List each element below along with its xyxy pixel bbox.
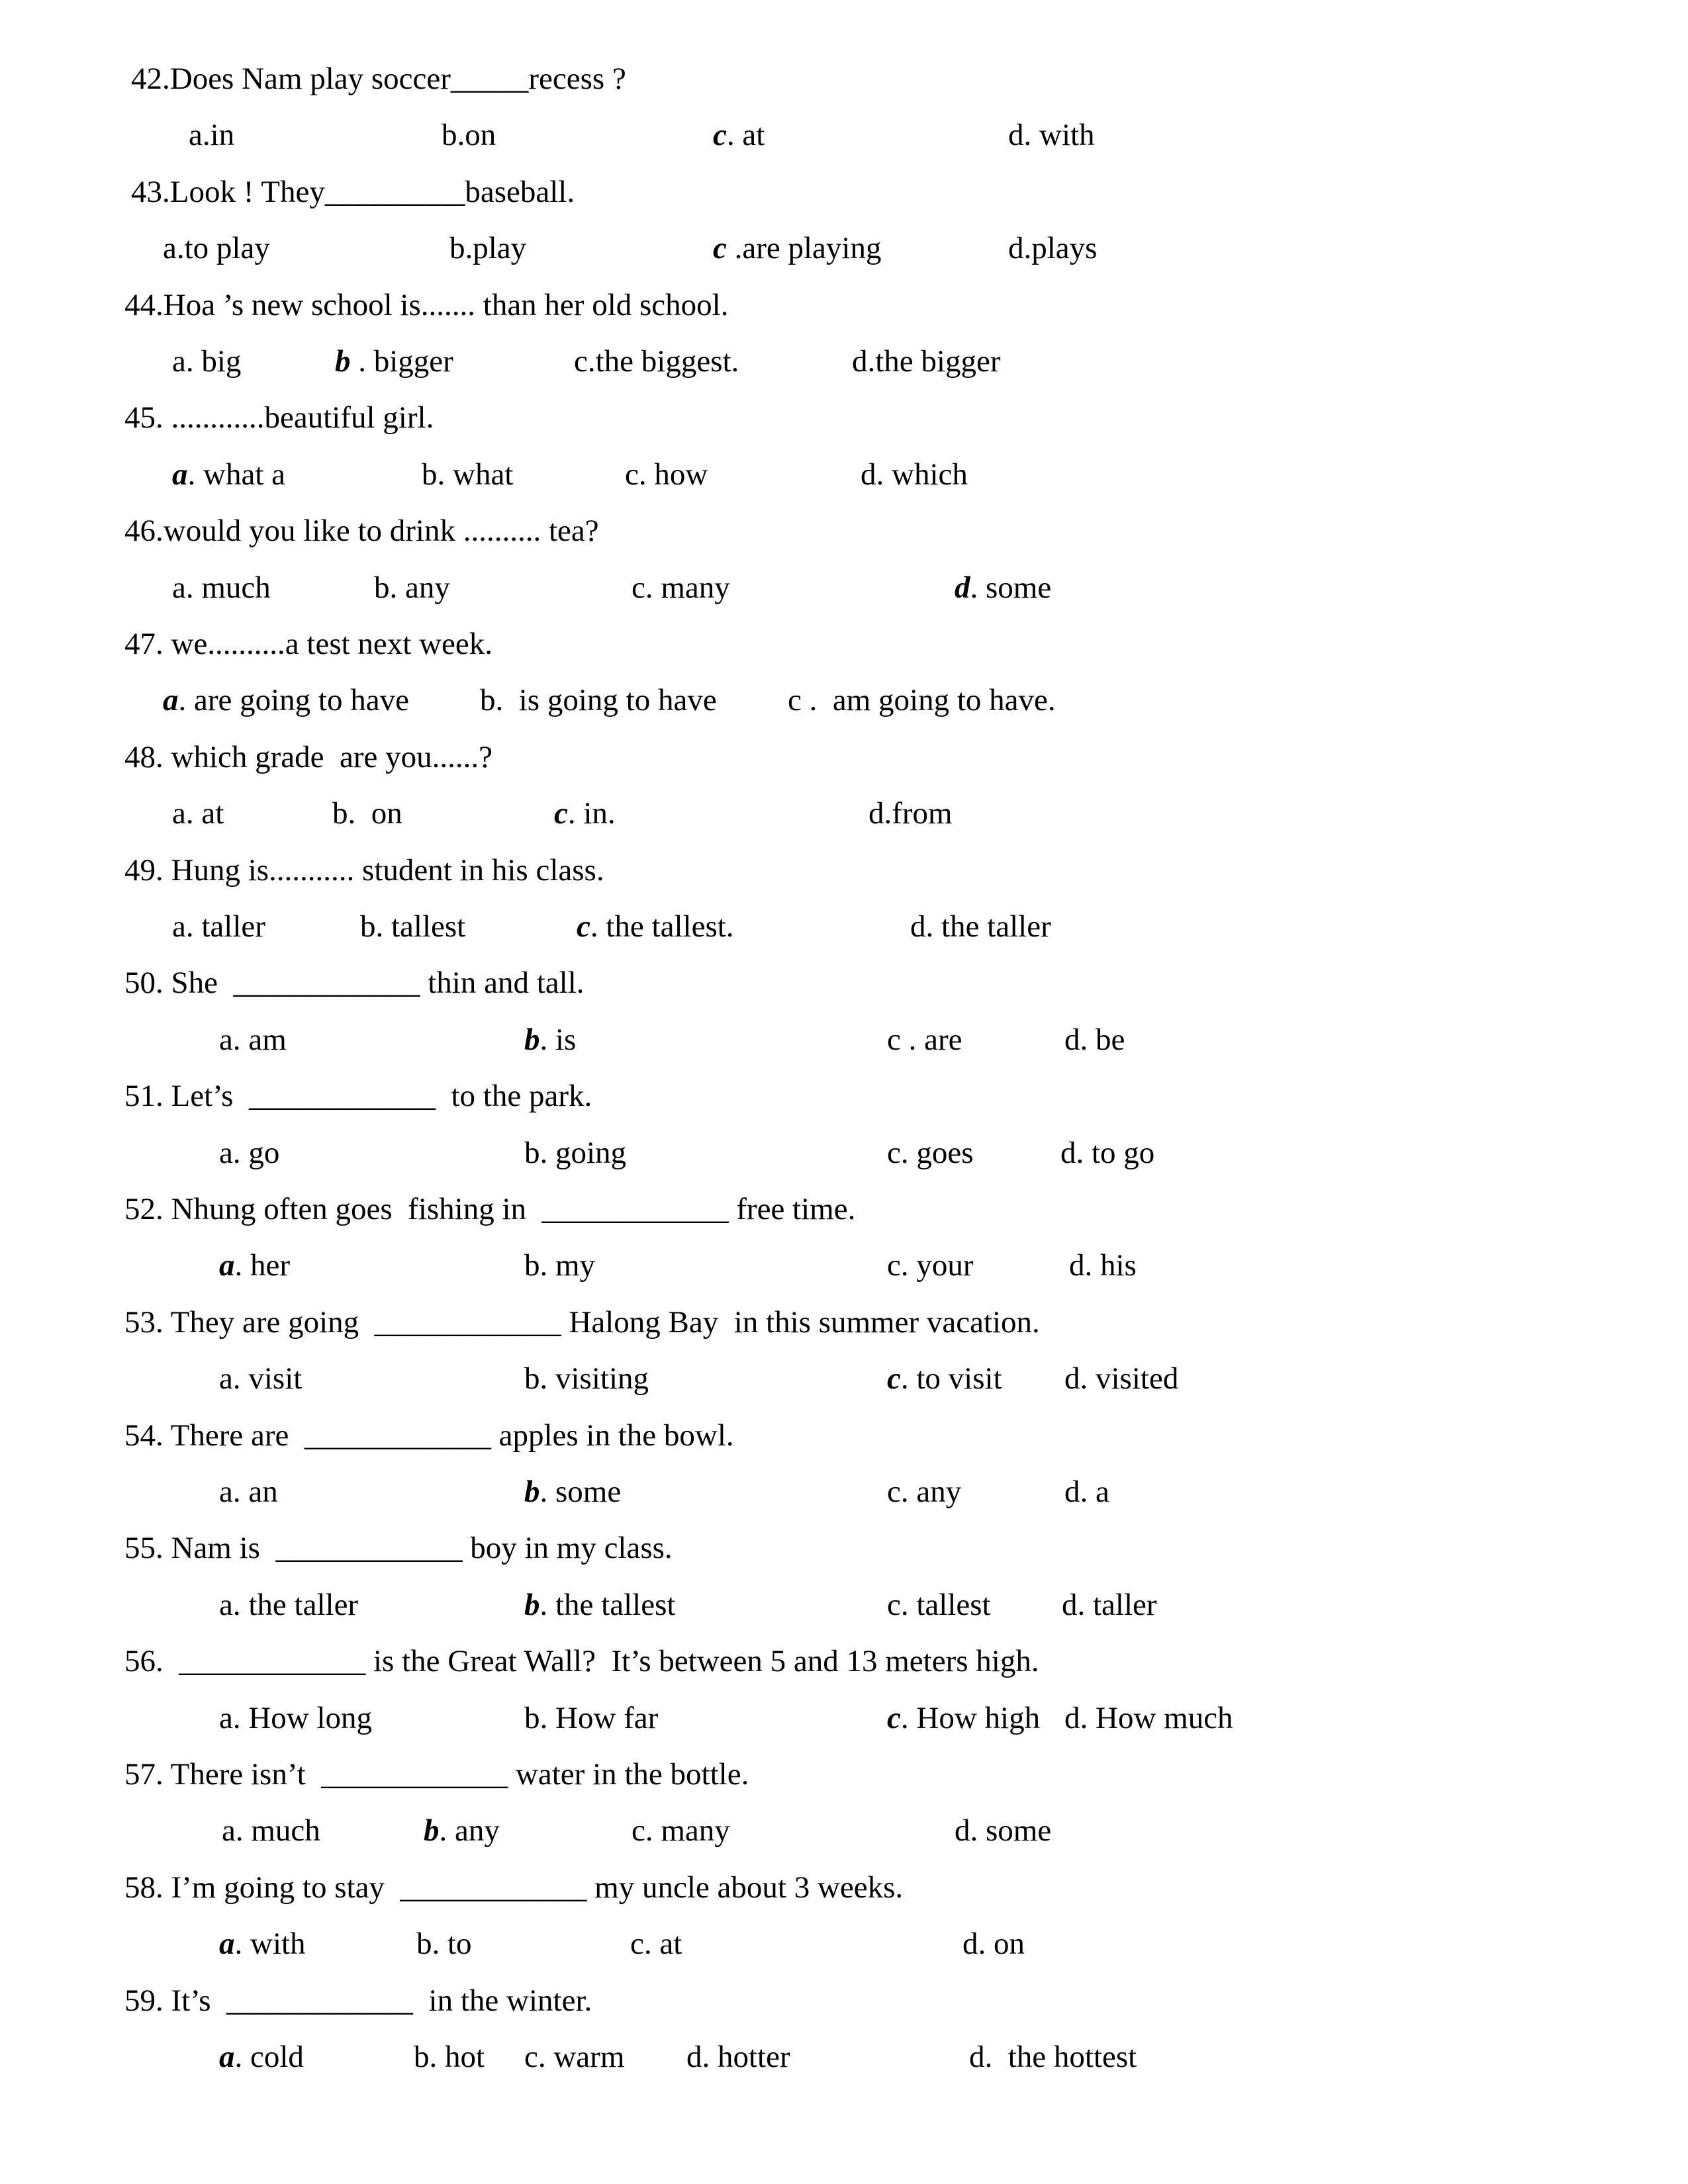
answer-letter: d [955,570,970,605]
option [332,795,402,832]
answer-letter: a [219,1248,235,1283]
option-correct [163,682,409,719]
option [1062,1586,1157,1623]
option-text: b. How far [524,1700,659,1735]
option-text: b.on [442,118,496,153]
option [219,1473,278,1510]
option [524,1700,658,1737]
answer-letter: c [887,1361,901,1396]
option [910,908,1051,945]
option-text: a. How long [219,1700,373,1735]
answer-letter: b [524,1587,540,1622]
option [887,1586,991,1623]
option-text: b. visiting [524,1361,649,1396]
option-text: . what a [187,457,285,492]
option-text: . bigger [350,344,453,379]
option-text: c. any [887,1475,962,1509]
option-text: d.from [868,796,953,831]
option-text: . the tallest [539,1587,676,1622]
option [962,1925,1025,1962]
answer-letter: c [713,231,727,266]
option-text: a.to play [163,231,270,266]
option-text: c. many [632,1813,730,1848]
option-text: c. at [630,1927,682,1962]
option-text: . How high [900,1700,1041,1735]
question-52: 52. Nhung often goes fishing in ____________ free time. [124,1192,856,1226]
option [172,795,224,832]
answer-letter: c [577,909,590,944]
answer-letter: c [887,1700,901,1735]
option-text: c. how [625,457,708,492]
option [632,1812,730,1849]
answer-letter: c [713,118,727,153]
option-text: a. am [219,1022,287,1057]
option [219,1021,287,1058]
option-text: d. which [861,457,968,492]
question-59: 59. It’s ____________ in the winter. [124,1983,592,2018]
option [887,1247,974,1284]
answer-letter: a [163,683,179,718]
question-51: 51. Let’s ____________ to the park. [124,1079,592,1114]
question-50: 50. She ____________ thin and tall. [124,966,585,1001]
question-58: 58. I’m going to stay ____________ my uncle about 3 weeks. [124,1870,904,1905]
answer-letter: b [335,344,351,379]
option-correct [577,908,734,945]
option [189,116,234,154]
option [868,795,953,832]
option-text: c.the biggest. [574,344,739,379]
option [524,1360,649,1397]
option-correct [219,1247,290,1284]
option-text: d. the taller [910,909,1051,944]
option [1064,1360,1178,1397]
option [422,456,513,493]
option [449,230,526,267]
option-correct [887,1360,1002,1397]
option-correct [524,1473,621,1510]
option-text: b. my [524,1248,596,1283]
question-48: 48. which grade are you......? [124,739,492,774]
question-57: 57. There isn’t ____________ water in the bottle. [124,1757,749,1792]
option-text: . to visit [900,1361,1002,1396]
question-49: 49. Hung is........... student in his class. [124,852,604,887]
option [632,569,730,606]
option-text: d. a [1064,1475,1109,1509]
question-55: 55. Nam is ____________ boy in my class. [124,1531,673,1566]
option-text: .are playing [726,231,882,266]
option-text: . some [539,1475,622,1509]
option-correct [172,456,285,493]
option-correct [524,1586,675,1623]
option [374,569,450,606]
option-text: b. tallest [360,909,466,944]
option-text: a. go [219,1135,280,1170]
option [1064,1473,1109,1510]
question-42: 42.Does Nam play soccer_____recess ? [131,62,626,96]
option-text: b. any [374,570,450,605]
option-text: b. going [524,1135,627,1170]
option-text: a. the taller [219,1587,359,1622]
answer-letter: a [219,2040,235,2074]
option [887,1134,974,1171]
option-text: b. on [332,796,402,831]
question-45: 45. ............beautiful girl. [124,400,434,435]
option [524,1247,595,1284]
option-correct [554,795,616,832]
option-correct [955,569,1051,606]
option [219,1134,279,1171]
option-text: b. is going to have [480,683,717,718]
option [1008,230,1097,267]
option-text: . her [234,1248,291,1283]
option-correct [713,230,881,267]
option-text: . some [970,570,1052,605]
answer-letter: b [524,1475,540,1509]
option-text: d. the hottest [969,2040,1137,2074]
option [524,2038,624,2075]
option-text: d. his [1069,1248,1137,1283]
option [219,1700,372,1737]
option [1060,1134,1154,1171]
option-text: c . am going to have. [788,683,1056,718]
question-54: 54. There are ____________ apples in the bowl. [124,1418,734,1453]
option-text: b. hot [414,2040,485,2074]
option [686,2038,790,2075]
option-correct [219,1925,306,1962]
answer-letter: b [424,1813,440,1848]
option [574,343,739,380]
option [788,682,1056,719]
option-correct [335,343,453,380]
option-text: a. taller [172,909,265,944]
option-text: a.in [189,118,235,153]
option-text: d. be [1064,1022,1125,1057]
option-text: . the tallest. [590,909,734,944]
option-text: . any [439,1813,500,1848]
option [416,1925,472,1962]
option [219,1586,358,1623]
option-text: . with [234,1927,306,1962]
option [852,343,1001,380]
option-text: d. hotter [686,2040,790,2074]
question-44: 44.Hoa ’s new school is....... than her old school. [124,287,729,322]
question-53: 53. They are going ____________ Halong Bay in this summer vacation. [124,1304,1040,1340]
option [414,2038,485,2075]
option [1064,1700,1233,1737]
option-text: d. some [955,1813,1052,1848]
option-text: c . are [887,1022,962,1057]
option [524,1134,626,1171]
option-text: a. an [219,1475,278,1509]
option-text: b.play [449,231,527,266]
answer-letter: c [554,796,568,831]
option [163,230,270,267]
option [887,1021,962,1058]
question-47: 47. we..........a test next week. [124,627,493,661]
option-text: a. visit [219,1361,303,1396]
option [1069,1247,1137,1284]
question-46: 46.would you like to drink .......... tea? [124,514,599,549]
option [630,1925,682,1962]
option [360,908,465,945]
option-text: d. taller [1062,1587,1157,1622]
option-text: d.the bigger [852,344,1001,379]
option-text: b. to [416,1927,472,1962]
option [625,456,708,493]
answer-letter: a [219,1927,235,1962]
option-text: . in. [567,796,616,831]
option-text: d. with [1008,118,1095,153]
option [1064,1021,1125,1058]
option-text: d. to go [1060,1135,1155,1170]
option-text: d. How much [1064,1700,1233,1735]
option-text: . are going to have [178,683,409,718]
option-correct [424,1812,500,1849]
option [969,2038,1137,2075]
question-56: 56. ____________ is the Great Wall? It’s between 5 and 13 meters high. [124,1644,1039,1679]
option-correct [219,2038,304,2075]
option-text: a. much [222,1813,320,1848]
option [442,116,496,154]
option-text: c. goes [887,1135,974,1170]
option-text: c. many [632,570,730,605]
option [955,1812,1051,1849]
option [172,343,241,380]
option-text: d.plays [1008,231,1098,266]
option-text: a. much [172,570,271,605]
option-text: d. visited [1064,1361,1179,1396]
option-text: . at [726,118,765,153]
option-text: c. warm [524,2040,625,2074]
answer-letter: b [524,1022,540,1057]
option-text: d. on [962,1927,1025,1962]
answer-letter: a [172,457,188,492]
option [887,1473,961,1510]
option [1008,116,1095,154]
option-correct [524,1021,576,1058]
option-text: a. big [172,344,242,379]
option [222,1812,320,1849]
option-correct [713,116,765,154]
option [172,908,265,945]
question-43: 43.Look ! They_________baseball. [131,174,575,209]
option-text: c. your [887,1248,974,1283]
option [219,1360,302,1397]
option [172,569,271,606]
option [480,682,717,719]
option-text: . cold [234,2040,304,2074]
option-correct [887,1700,1040,1737]
option [861,456,968,493]
option-text: a. at [172,796,224,831]
option-text: . is [539,1022,577,1057]
option-text: c. tallest [887,1587,991,1622]
option-text: b. what [422,457,514,492]
